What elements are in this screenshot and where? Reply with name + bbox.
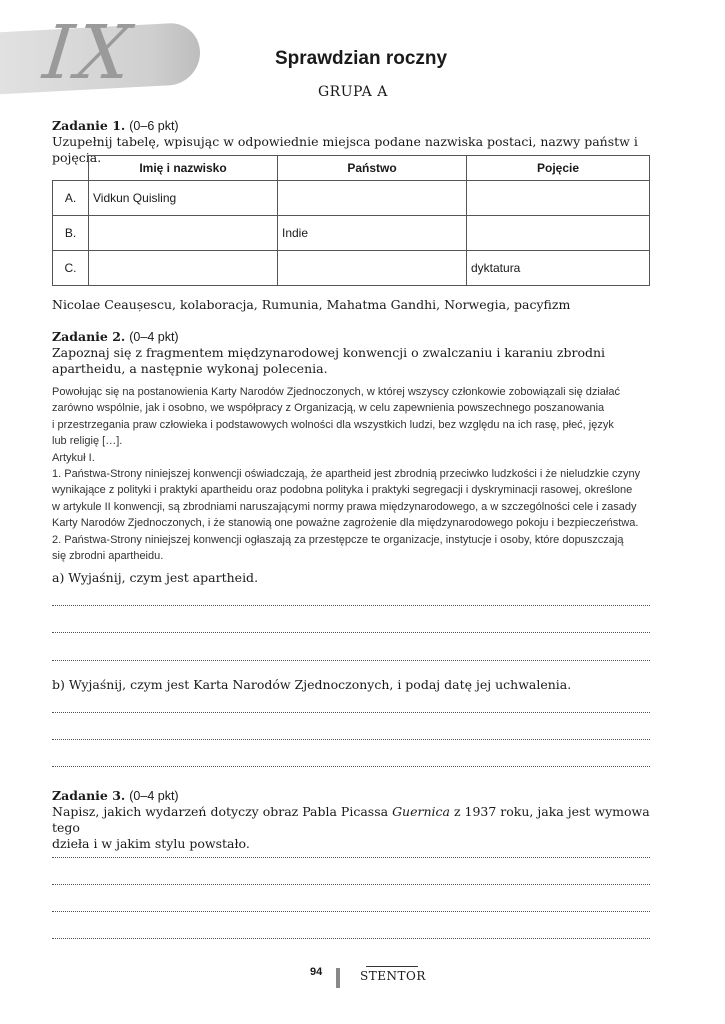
question-b: b) Wyjaśnij, czym jest Karta Narodów Zjednoczonych, i podaj datę jej uchwalenia. (52, 677, 572, 692)
table-corner (53, 156, 89, 181)
table-row (53, 181, 650, 216)
chapter-number: IX (39, 10, 139, 96)
publisher-name: STENTOR (360, 969, 426, 983)
page-title: Sprawdzian roczny (275, 48, 448, 69)
group-label: GRUPA A (318, 84, 388, 100)
row-label: C. (53, 251, 89, 286)
quote-line: Artykuł I. (52, 451, 95, 464)
quote-line: Powołując się na postanowienia Karty Narodów Zjednoczonych, w której wszyscy członkowie zobowiązali się działać (52, 386, 620, 398)
answer-line-3d[interactable] (52, 938, 650, 939)
logo-rule (366, 966, 418, 967)
question-a: a) Wyjaśnij, czym jest apartheid. (52, 570, 259, 585)
task3-text: Napisz, jakich wydarzeń dotyczy obraz Pabla Picassa (52, 804, 393, 819)
task2-instruction: Zapoznaj się z fragmentem międzynarodowej konwencji o zwalczaniu i karaniu zbrodni apartheidu, a następnie wykonaj polecenia. (52, 345, 606, 376)
name-cell[interactable] (89, 251, 278, 286)
task1-points: (0–6 pkt) (129, 119, 179, 133)
word-bank: Nicolae Ceaușescu, kolaboracja, Rumunia, Mahatma Gandhi, Norwegia, pacyfizm (52, 297, 571, 312)
quote-line: i przestrzegania praw człowieka i podstawowych wolności dla wszystkich ludzi, bez względu na ich rasę, płeć, język (52, 418, 614, 431)
task3-instruction (52, 804, 650, 852)
task1-header (52, 118, 650, 134)
column-header: Pojęcie (467, 156, 650, 181)
column-header: Imię i nazwisko (89, 156, 278, 181)
country-cell[interactable] (278, 251, 467, 286)
quote-line: 1. Państwa-Strony niniejszej konwencji oświadczają, że apartheid jest zbrodnią przeciwko ludzkości i że nieludzkie czyny (52, 468, 641, 481)
column-header: Państwo (278, 156, 467, 181)
country-cell[interactable]: Indie (278, 216, 467, 251)
name-cell[interactable] (89, 216, 278, 251)
table-row (53, 216, 650, 251)
task3-text: z 1937 roku, jaka jest wymowa tego (52, 804, 650, 835)
answer-line-b1[interactable] (52, 712, 650, 713)
answer-line-3b[interactable] (52, 884, 650, 885)
task3-points: (0–4 pkt) (129, 789, 179, 803)
row-label: B. (53, 216, 89, 251)
task3-text: dzieła i w jakim stylu powstało. (52, 836, 250, 851)
task1-label: Zadanie 1. (52, 118, 126, 133)
quote-line: wynikające z polityki i praktyki apartheidu oraz podobna polityka i praktyki segregacji i dyskryminacji rasowej, określone (52, 484, 633, 497)
page-number: 94 (310, 966, 323, 978)
table-header-row (53, 156, 650, 181)
task2-header (52, 329, 650, 345)
task2-points: (0–4 pkt) (129, 330, 179, 344)
answer-line-a3[interactable] (52, 660, 650, 661)
artwork-title: Guernica (392, 804, 450, 819)
task3-header (52, 788, 650, 804)
concept-cell[interactable] (467, 216, 650, 251)
concept-cell[interactable]: dyktatura (467, 251, 650, 286)
quote-line: 2. Państwa-Strony niniejszej konwencji ogłaszają za przestępcze te organizacje, instytucje i osoby, które dopuszczają (52, 533, 624, 546)
convention-quote (52, 384, 650, 564)
concept-cell[interactable] (467, 181, 650, 216)
publisher-logo (360, 966, 424, 983)
table-row (53, 251, 650, 286)
answer-line-3c[interactable] (52, 911, 650, 912)
footer-divider (336, 968, 340, 988)
answer-line-b3[interactable] (52, 766, 650, 767)
name-cell[interactable]: Vidkun Quisling (89, 181, 278, 216)
quote-line: się zbrodni apartheidu. (52, 550, 164, 563)
quote-line: lub religię […]. (52, 435, 123, 448)
task3-label: Zadanie 3. (52, 788, 126, 803)
answer-line-b2[interactable] (52, 739, 650, 740)
task2-label: Zadanie 2. (52, 329, 126, 344)
quote-line: Karty Narodów Zjednoczonych, i że stanowią one poważne zagrożenie dla międzynarodowego pokoju i bezpieczeństwa. (52, 517, 639, 530)
task1-table (52, 155, 650, 286)
country-cell[interactable] (278, 181, 467, 216)
answer-line-a1[interactable] (52, 605, 650, 606)
quote-line: zarówno wspólnie, jak i osobno, we współpracy z Organizacją, w celu zapewnienia powszechnego poszanowania (52, 402, 605, 415)
answer-line-a2[interactable] (52, 632, 650, 633)
task1-instruction: Uzupełnij tabelę, wpisując w odpowiednie miejsca podane nazwiska postaci, nazwy państw i pojęcia. (52, 134, 638, 165)
quote-line: w artykule II konwencji, są zbrodniami naruszającymi normy prawa międzynarodowego, a w szczególności cele i zasady (52, 500, 637, 513)
answer-line-3a[interactable] (52, 857, 650, 858)
row-label: A. (53, 181, 89, 216)
